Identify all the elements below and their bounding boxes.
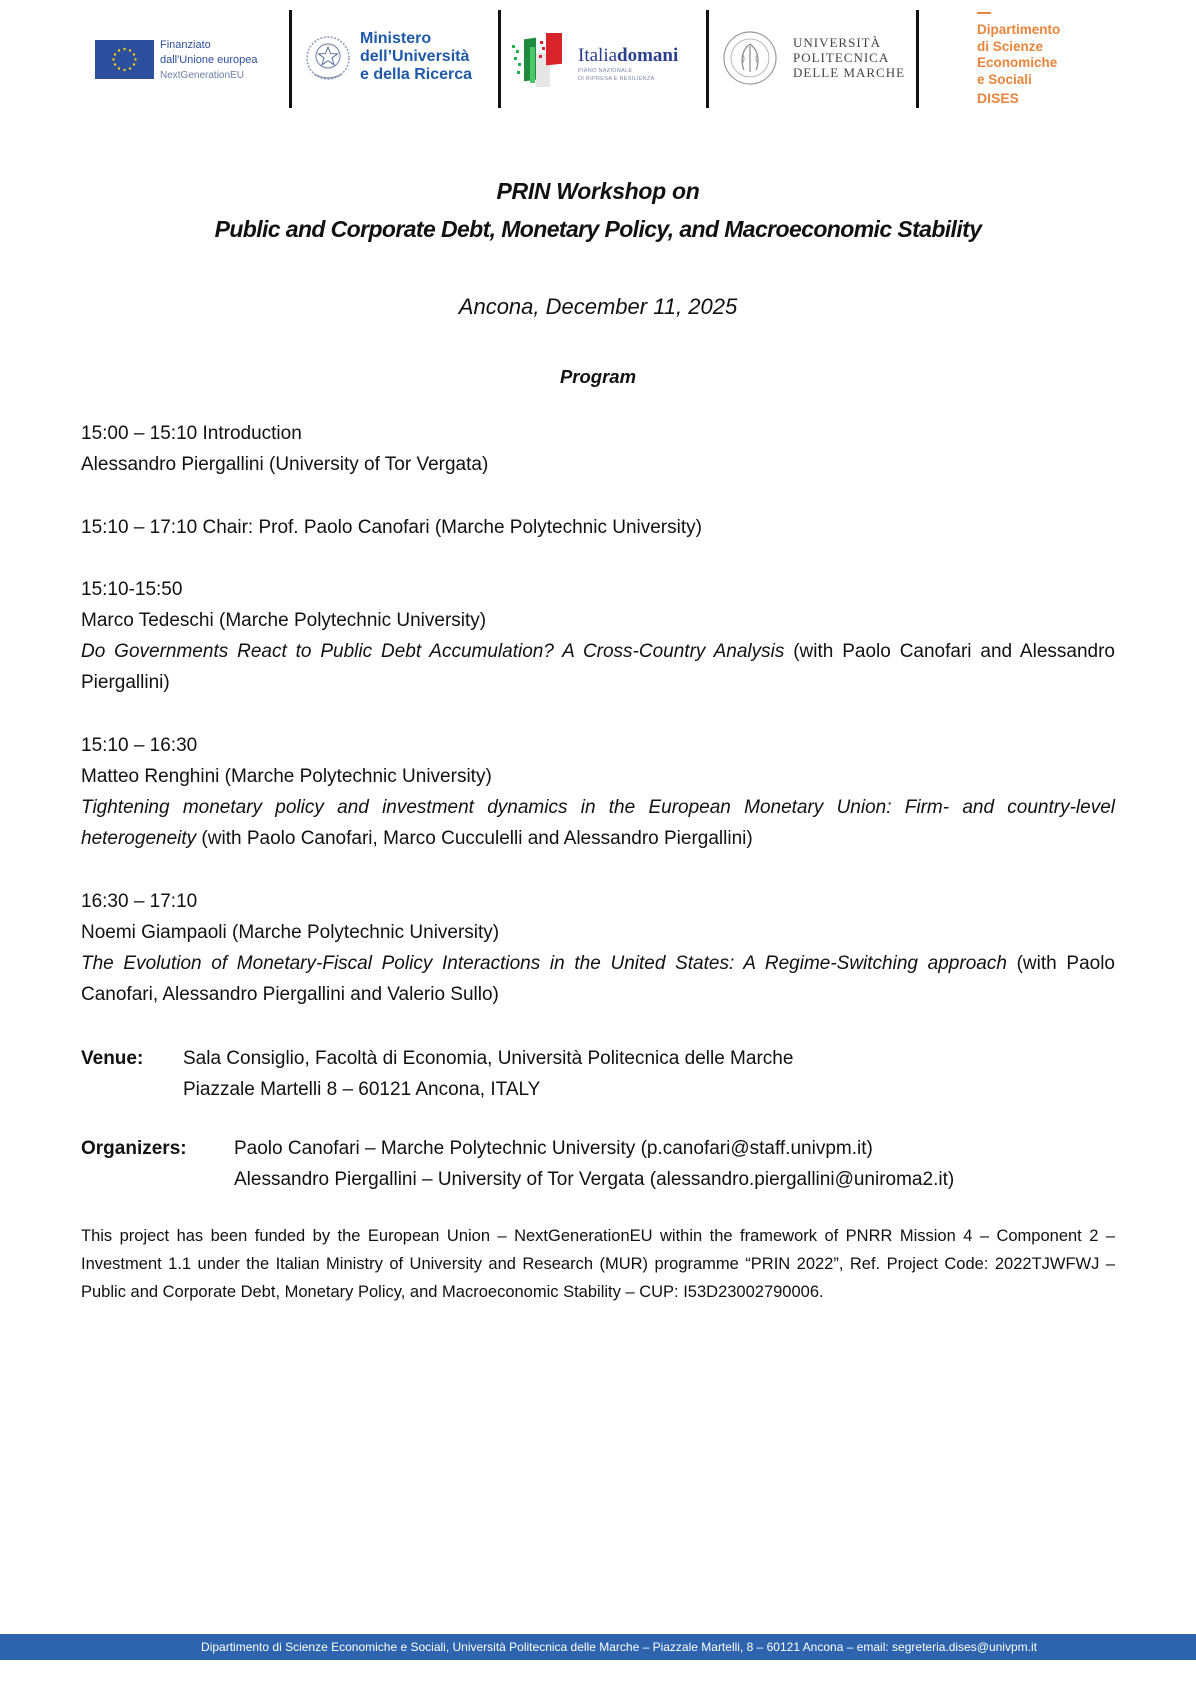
workshop-title-line-1: PRIN Workshop on <box>496 178 700 204</box>
venue-label: Venue: <box>81 1048 144 1069</box>
logo-header <box>0 0 1196 120</box>
talk-item <box>81 730 1115 854</box>
ministry-label <box>360 30 472 84</box>
univ-line-2: POLITECNICA <box>793 50 890 65</box>
dises-line-3: Economiche <box>977 55 1058 70</box>
talk-speaker: Matteo Renghini (Marche Polytechnic University) <box>81 766 492 787</box>
venue-line-1: Sala Consiglio, Facoltà di Economia, Università Politecnica delle Marche <box>183 1048 794 1069</box>
univ-line-1: UNIVERSITÀ <box>793 35 881 50</box>
talk-item <box>81 574 1115 698</box>
logo-divider <box>289 10 292 108</box>
talk-speaker: Noemi Giampaoli (Marche Polytechnic University) <box>81 922 500 943</box>
dises-dash <box>977 12 991 14</box>
program-intro <box>81 418 1115 480</box>
mur-line-1: Ministero <box>360 30 432 47</box>
eu-line-3: NextGenerationEU <box>160 70 244 81</box>
session-chair <box>81 512 1115 543</box>
dises-line-2: di Scienze <box>977 38 1044 54</box>
dises-line-4: e Sociali <box>977 71 1032 87</box>
talk-paper <box>81 948 1115 1010</box>
venue-line-2: Piazzale Martelli 8 – 60121 Ancona, ITALY <box>183 1079 541 1100</box>
program-heading: Program <box>559 366 637 387</box>
funding-statement: This project has been funded by the European Union – NextGenerationEU within the framework of PNRR Mission 4 – Component 2 – Investment 1.1 under the Italian Ministry of University and Research (MUR) programme “PRIN 2022”, Ref. Project Code: 2022TJWFWJ – Public and Corporate Debt, Monetary Policy, and Macroeconomic Stability – CUP: I53D23002790006. <box>81 1227 1115 1301</box>
talk-coauthors: (with Paolo Canofari and Alessandro Piergallini) <box>81 641 1115 693</box>
logo-divider <box>498 10 501 108</box>
eu-funding-label <box>160 38 258 83</box>
organizers-label: Organizers: <box>81 1138 187 1159</box>
talk-coauthors: (with Paolo Canofari, Marco Cucculelli and Alessandro Piergallini) <box>196 828 753 849</box>
italian-emblem-icon <box>304 32 352 84</box>
workshop-title-line-2: Public and Corporate Debt, Monetary Policy, and Macroeconomic Stability <box>214 216 982 242</box>
italiadomani-label <box>578 46 678 82</box>
talk-item <box>81 886 1115 1010</box>
dises-acronym: DISES <box>977 90 1020 106</box>
dises-line-1: Dipartimento <box>977 22 1061 37</box>
intro-time-title: 15:00 – 15:10 Introduction <box>81 423 302 444</box>
dises-label <box>977 10 1060 107</box>
university-label <box>793 35 905 80</box>
venue-address <box>183 1043 793 1105</box>
intro-speaker: Alessandro Piergallini (University of Tor Vergata) <box>81 454 489 475</box>
organizers-list <box>234 1133 954 1195</box>
event-date: Ancona, December 11, 2025 <box>458 294 738 319</box>
organizer-1[interactable]: Paolo Canofari – Marche Polytechnic University (p.canofari@staff.univpm.it) <box>234 1138 873 1159</box>
talk-coauthors: (with Paolo Canofari, Alessandro Piergallini and Valerio Sullo) <box>81 953 1115 1005</box>
talk-title: Tightening monetary policy and investment dynamics in the European Monetary Union: Firm- and country-level heterogeneity <box>81 797 1115 849</box>
talk-title: The Evolution of Monetary-Fiscal Policy Interactions in the United States: A Regime-Switching approach <box>81 953 1007 974</box>
mur-line-2: dell’Università <box>360 48 470 65</box>
italiadomani-mark-icon <box>512 33 572 88</box>
university-seal-icon <box>722 30 778 86</box>
univ-line-3: DELLE MARCHE <box>793 65 906 80</box>
talk-paper <box>81 636 1115 698</box>
session-chair-text: 15:10 – 17:10 Chair: Prof. Paolo Canofari (Marche Polytechnic University) <box>81 517 702 538</box>
eu-flag-icon <box>95 40 154 79</box>
italiadomani-sub-1: PIANO NAZIONALE <box>578 68 633 74</box>
talk-title: Do Governments React to Public Debt Accumulation? A Cross-Country Analysis <box>81 641 785 662</box>
talk-speaker: Marco Tedeschi (Marche Polytechnic University) <box>81 610 487 631</box>
talk-time: 15:10-15:50 <box>81 579 183 600</box>
italiadomani-title: Italiadomani <box>578 45 679 66</box>
logo-divider <box>706 10 709 108</box>
eu-line-1: Finanziato <box>160 39 211 51</box>
mur-line-3: e della Ricerca <box>360 66 473 83</box>
eu-line-2: dall'Unione europea <box>160 54 258 66</box>
organizer-2[interactable]: Alessandro Piergallini – University of Tor Vergata (alessandro.piergallini@uniroma2.it) <box>234 1169 955 1190</box>
talk-time: 15:10 – 16:30 <box>81 735 198 756</box>
logo-divider <box>916 10 919 108</box>
italiadomani-sub-2: DI RIPRESA E RESILIENZA <box>578 76 655 82</box>
footer-bar <box>0 1634 1196 1660</box>
talk-paper <box>81 792 1115 854</box>
footer-text: Dipartimento di Scienze Economiche e Sociali, Università Politecnica delle Marche – Piazzale Martelli, 8 – 60121 Ancona – email: segreteria.dises@univpm.it <box>201 1640 1037 1654</box>
talk-time: 16:30 – 17:10 <box>81 891 198 912</box>
